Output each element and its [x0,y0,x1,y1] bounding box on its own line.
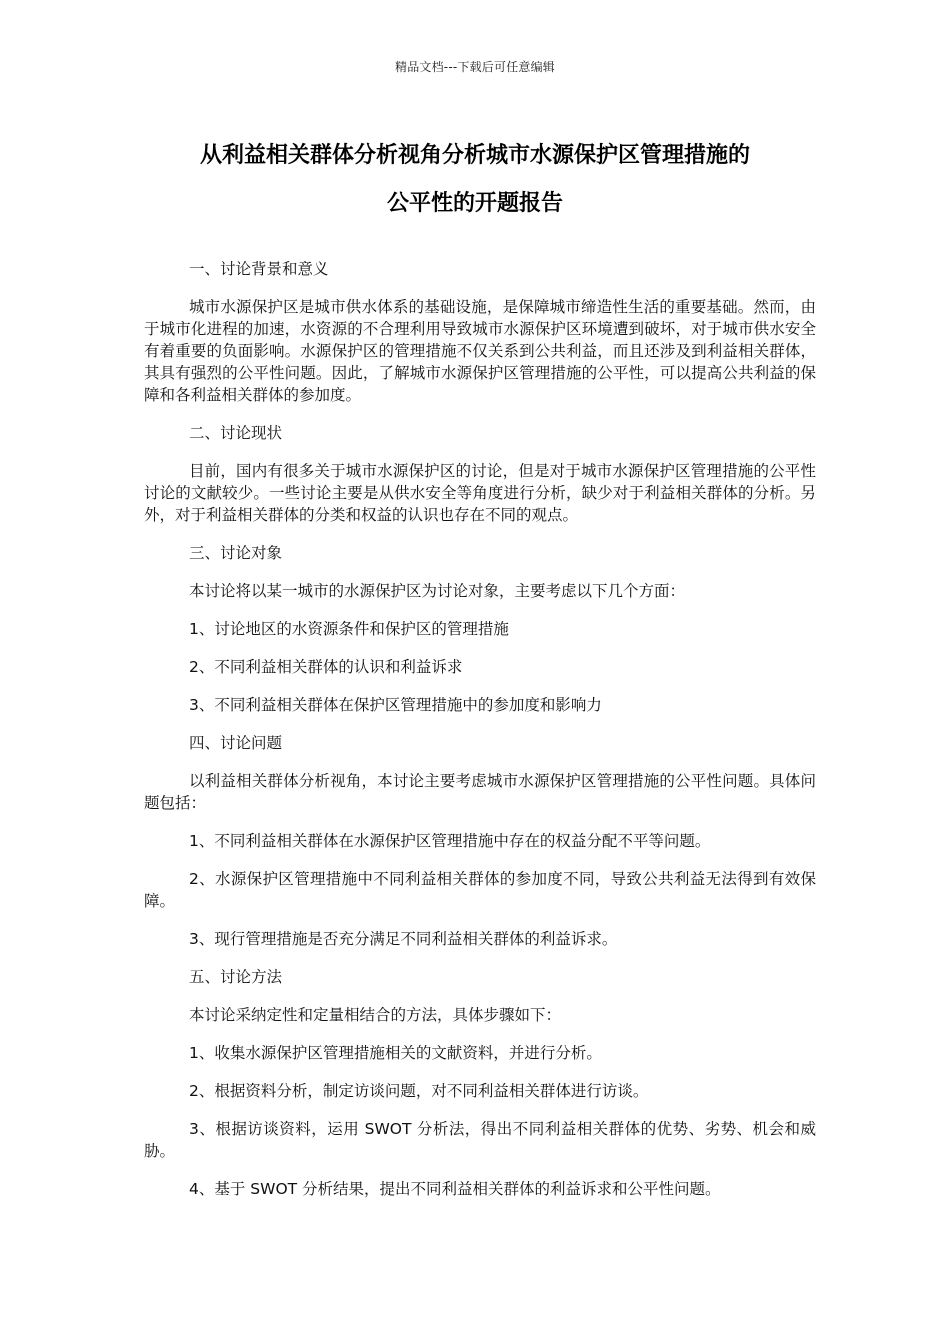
list-item: 1、收集水源保护区管理措施相关的文献资料，并进行分析。 [189,1044,602,1062]
list-item: 2、水源保护区管理措施中不同利益相关群体的参加度不同，导致公共利益无法得到有效保障。 [144,870,816,910]
section-heading: 二、讨论现状 [189,424,283,442]
document-title [120,132,830,228]
header-note: 精品文档---下载后可任意编辑 [395,60,555,74]
section-heading: 四、讨论问题 [189,734,283,752]
list-item: 1、讨论地区的水资源条件和保护区的管理措施 [189,620,509,638]
list-item: 1、不同利益相关群体在水源保护区管理措施中存在的权益分配不平等问题。 [189,832,711,850]
paragraph: 以利益相关群体分析视角，本讨论主要考虑城市水源保护区管理措施的公平性问题。具体问题包括： [144,772,816,812]
title-line-2: 公平性的开题报告 [386,191,563,216]
list-item: 3、不同利益相关群体在保护区管理措施中的参加度和影响力 [189,696,602,714]
section-heading: 五、讨论方法 [189,968,283,986]
document-body [144,258,816,1216]
paragraph: 目前，国内有很多关于城市水源保护区的讨论，但是对于城市水源保护区管理措施的公平性讨论的文献较少。一些讨论主要是从供水安全等角度进行分析，缺少对于利益相关群体的分析。另外，对于利益相关群体的分类和权益的认识也存在不同的观点。 [144,462,816,524]
paragraph: 城市水源保护区是城市供水体系的基础设施，是保障城市缔造性生活的重要基础。然而，由于城市化进程的加速，水资源的不合理利用导致城市水源保护区环境遭到破坏，对于城市供水安全有着重要的负面影响。水源保护区的管理措施不仅关系到公共利益，而且还涉及到利益相关群体，其具有强烈的公平性问题。因此，了解城市水源保护区管理措施的公平性，可以提高公共利益的保障和各利益相关群体的参加度。 [144,298,816,404]
title-line-1: 从利益相关群体分析视角分析城市水源保护区管理措施的 [199,143,750,168]
list-item: 3、现行管理措施是否充分满足不同利益相关群体的利益诉求。 [189,930,618,948]
paragraph: 本讨论采纳定性和定量相结合的方法，具体步骤如下： [189,1006,562,1024]
list-item: 2、根据资料分析，制定访谈问题，对不同利益相关群体进行访谈。 [189,1082,649,1100]
paragraph: 本讨论将以某一城市的水源保护区为讨论对象，主要考虑以下几个方面： [189,582,686,600]
list-item: 3、根据访谈资料，运用 SWOT 分析法，得出不同利益相关群体的优势、劣势、机会和威胁。 [144,1120,816,1160]
list-item: 4、基于 SWOT 分析结果，提出不同利益相关群体的利益诉求和公平性问题。 [189,1180,721,1198]
list-item: 2、不同利益相关群体的认识和利益诉求 [189,658,463,676]
section-heading: 一、讨论背景和意义 [189,260,329,278]
section-heading: 三、讨论对象 [189,544,283,562]
